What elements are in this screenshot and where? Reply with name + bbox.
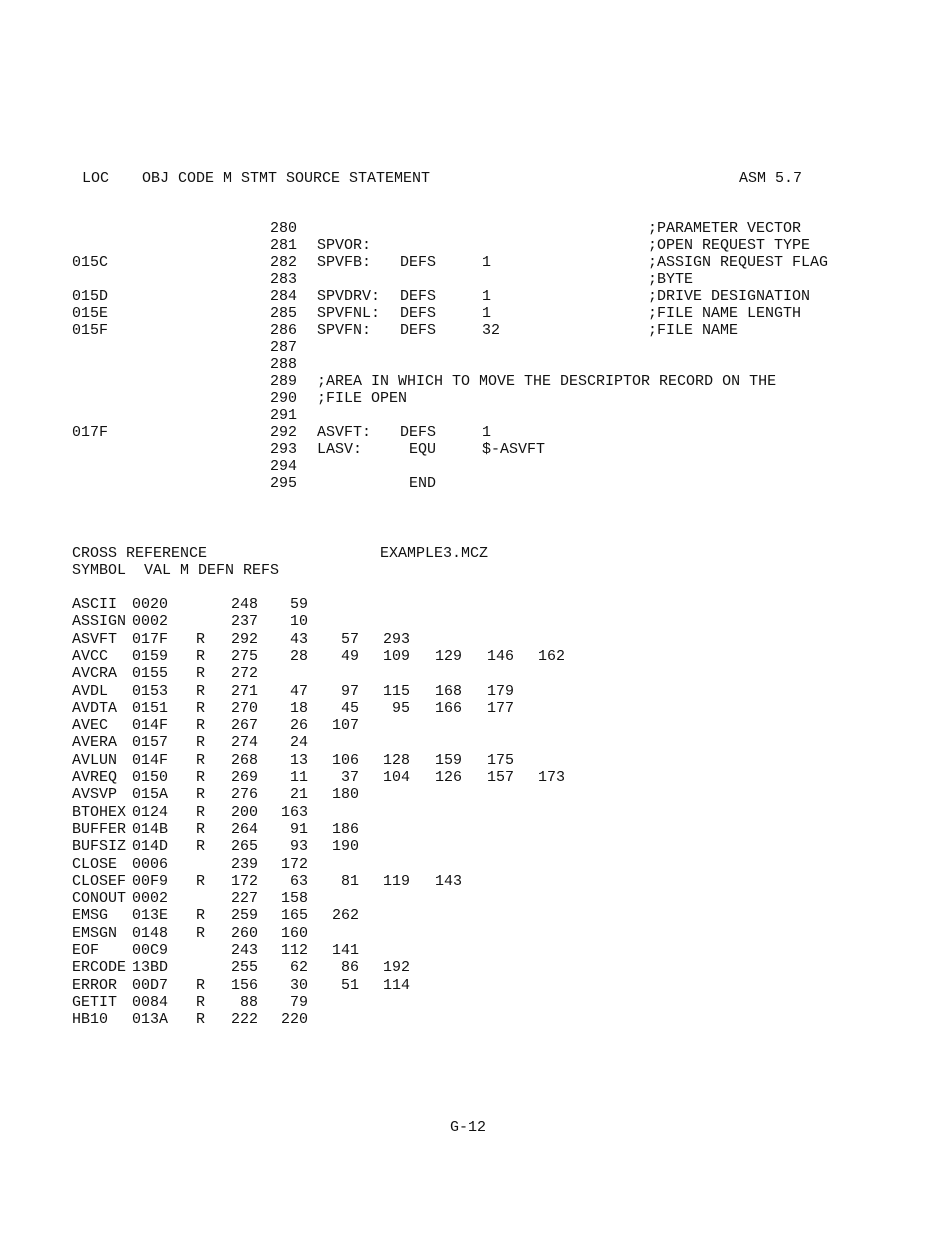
xref-reference: 173 <box>537 769 565 786</box>
xref-value: 0084 <box>132 993 169 1011</box>
xref-reference: 168 <box>434 682 462 700</box>
xref-reference: 159 <box>434 751 462 769</box>
listing-comment: ;FILE NAME LENGTH <box>648 305 802 322</box>
xref-mode: R <box>196 699 206 717</box>
listing-stmt-number: 290 <box>270 390 298 407</box>
xref-definition: 267 <box>230 717 258 735</box>
xref-reference: 45 <box>340 699 359 717</box>
xref-reference: 192 <box>382 959 410 977</box>
xref-value: 0157 <box>132 734 169 752</box>
xref-value: 0002 <box>132 890 169 908</box>
listing-loc: 017F <box>72 424 109 441</box>
xref-reference: 97 <box>340 682 359 700</box>
xref-symbol: ASVFT <box>72 630 118 648</box>
xref-reference: 262 <box>331 907 359 925</box>
xref-mode: R <box>196 630 206 648</box>
xref-reference: 128 <box>382 751 410 769</box>
listing-opcode: EQU <box>400 441 437 458</box>
xref-mode: R <box>196 924 206 942</box>
xref-definition: 269 <box>230 769 258 786</box>
xref-reference: 179 <box>486 682 514 700</box>
listing-opcode: DEFS <box>400 288 437 305</box>
xref-symbol: AVCC <box>72 647 109 665</box>
xref-value: 0159 <box>132 647 169 665</box>
xref-symbol: AVDL <box>72 682 109 700</box>
xref-definition: 270 <box>230 699 258 717</box>
xref-reference: 93 <box>289 838 308 856</box>
xref-symbol: AVERA <box>72 734 118 752</box>
xref-symbol: BUFSIZ <box>72 838 127 856</box>
page-number: G-12 <box>450 1119 487 1136</box>
xref-reference: 177 <box>486 699 514 717</box>
xref-reference: 30 <box>289 976 308 994</box>
xref-symbol: AVDTA <box>72 699 118 717</box>
xref-reference: 143 <box>434 872 462 890</box>
xref-definition: 222 <box>230 1011 258 1029</box>
xref-reference: 51 <box>340 976 359 994</box>
listing-stmt-number: 292 <box>270 424 298 441</box>
xref-reference: 126 <box>434 769 462 786</box>
listing-opcode: DEFS <box>400 254 437 271</box>
xref-symbol: CONOUT <box>72 890 127 908</box>
xref-reference: 24 <box>289 734 308 752</box>
xref-definition: 271 <box>230 682 258 700</box>
xref-symbol: EOF <box>72 942 100 959</box>
xref-value: 0155 <box>132 665 169 683</box>
xref-reference: 190 <box>331 838 359 856</box>
listing-stmt-number: 285 <box>270 305 298 322</box>
xref-symbol: HB10 <box>72 1011 109 1029</box>
xref-definition: 227 <box>230 890 258 908</box>
listing-operand: $-ASVFT <box>482 441 546 458</box>
xref-reference: 18 <box>289 699 308 717</box>
listing-stmt-number: 287 <box>270 339 298 356</box>
xref-reference: 21 <box>289 786 308 804</box>
xref-mode: R <box>196 803 206 821</box>
listing-comment: ;OPEN REQUEST TYPE <box>648 237 811 254</box>
xref-value: 014B <box>132 820 169 838</box>
xref-value: 0150 <box>132 769 169 786</box>
listing-stmt-number: 280 <box>270 220 298 237</box>
listing-label: ASVFT: <box>317 424 372 441</box>
xref-symbol: BUFFER <box>72 820 127 838</box>
xref-mode: R <box>196 872 206 890</box>
xref-value: 014D <box>132 838 169 856</box>
listing-stmt-number: 283 <box>270 271 298 288</box>
xref-definition: 88 <box>239 993 258 1011</box>
xref-reference: 162 <box>537 647 565 665</box>
xref-reference: 28 <box>289 647 308 665</box>
xref-reference: 112 <box>280 942 308 959</box>
listing-stmt-number: 288 <box>270 356 298 373</box>
listing-opcode: DEFS <box>400 305 437 322</box>
xref-mode: R <box>196 682 206 700</box>
xref-reference: 49 <box>340 647 359 665</box>
xref-reference: 47 <box>289 682 308 700</box>
xref-value: 0020 <box>132 596 169 613</box>
listing-label: ;FILE OPEN <box>317 390 408 407</box>
xref-value: 13BD <box>132 959 169 977</box>
listing-operand: 1 <box>482 288 492 305</box>
xref-definition: 268 <box>230 751 258 769</box>
xref-mode: R <box>196 734 206 752</box>
xref-mode: R <box>196 786 206 804</box>
xref-value: 0002 <box>132 613 169 631</box>
xref-reference: 157 <box>486 769 514 786</box>
xref-file-name: EXAMPLE3.MCZ <box>380 545 489 562</box>
xref-reference: 37 <box>340 769 359 786</box>
xref-mode: R <box>196 976 206 994</box>
listing-label: ;AREA IN WHICH TO MOVE THE DESCRIPTOR RECORD ON THE <box>317 373 777 390</box>
xref-value: 014F <box>132 717 169 735</box>
xref-definition: 255 <box>230 959 258 977</box>
xref-definition: 156 <box>230 976 258 994</box>
listing-label: SPVDRV: <box>317 288 381 305</box>
xref-reference: 63 <box>289 872 308 890</box>
xref-definition: 265 <box>230 838 258 856</box>
xref-mode: R <box>196 717 206 735</box>
xref-symbol: ASSIGN <box>72 613 127 631</box>
xref-value: 013E <box>132 907 169 925</box>
xref-reference: 166 <box>434 699 462 717</box>
xref-column-header: SYMBOL VAL M DEFN REFS <box>72 562 280 579</box>
assembler-version: ASM 5.7 <box>739 170 803 187</box>
column-header: OBJ CODE M STMT SOURCE STATEMENT <box>142 170 431 187</box>
xref-reference: 186 <box>331 820 359 838</box>
xref-reference: 114 <box>382 976 410 994</box>
xref-symbol: GETIT <box>72 993 118 1011</box>
listing-label: SPVFNL: <box>317 305 381 322</box>
xref-definition: 292 <box>230 630 258 648</box>
xref-definition: 274 <box>230 734 258 752</box>
listing-comment: ;FILE NAME <box>648 322 739 339</box>
listing-loc: 015D <box>72 288 109 305</box>
xref-reference: 163 <box>280 803 308 821</box>
listing-label: LASV: <box>317 441 363 458</box>
xref-reference: 79 <box>289 993 308 1011</box>
xref-symbol: CLOSE <box>72 855 118 873</box>
xref-reference: 141 <box>331 942 359 959</box>
xref-reference: 59 <box>289 596 308 613</box>
xref-value: 013A <box>132 1011 169 1029</box>
xref-symbol: AVSVP <box>72 786 118 804</box>
listing-operand: 32 <box>482 322 501 339</box>
xref-definition: 272 <box>230 665 258 683</box>
xref-value: 0006 <box>132 855 169 873</box>
xref-symbol: AVCRA <box>72 665 118 683</box>
xref-symbol: EMSG <box>72 907 109 925</box>
listing-stmt-number: 293 <box>270 441 298 458</box>
xref-reference: 43 <box>289 630 308 648</box>
xref-definition: 248 <box>230 596 258 613</box>
listing-label: SPVFB: <box>317 254 372 271</box>
xref-reference: 104 <box>382 769 410 786</box>
listing-loc: 015E <box>72 305 109 322</box>
xref-symbol: EMSGN <box>72 924 118 942</box>
xref-value: 014F <box>132 751 169 769</box>
xref-reference: 119 <box>382 872 410 890</box>
listing-comment: ;PARAMETER VECTOR <box>648 220 802 237</box>
listing-loc: 015F <box>72 322 109 339</box>
xref-mode: R <box>196 751 206 769</box>
xref-definition: 243 <box>230 942 258 959</box>
xref-symbol: ASCII <box>72 596 118 613</box>
xref-mode: R <box>196 820 206 838</box>
xref-definition: 264 <box>230 820 258 838</box>
xref-symbol: AVLUN <box>72 751 118 769</box>
xref-reference: 107 <box>331 717 359 735</box>
xref-definition: 275 <box>230 647 258 665</box>
xref-reference: 293 <box>382 630 410 648</box>
listing-operand: 1 <box>482 424 492 441</box>
xref-reference: 81 <box>340 872 359 890</box>
listing-label: SPVFN: <box>317 322 372 339</box>
xref-definition: 172 <box>230 872 258 890</box>
listing-label: SPVOR: <box>317 237 372 254</box>
xref-reference: 109 <box>382 647 410 665</box>
xref-mode: R <box>196 769 206 786</box>
xref-reference: 160 <box>280 924 308 942</box>
xref-value: 00D7 <box>132 976 169 994</box>
xref-value: 0148 <box>132 924 169 942</box>
listing-loc: 015C <box>72 254 109 271</box>
xref-value: 0124 <box>132 803 169 821</box>
listing-opcode: DEFS <box>400 322 437 339</box>
xref-symbol: BTOHEX <box>72 803 127 821</box>
listing-comment: ;DRIVE DESIGNATION <box>648 288 811 305</box>
xref-reference: 158 <box>280 890 308 908</box>
listing-comment: ;BYTE <box>648 271 694 288</box>
listing-stmt-number: 289 <box>270 373 298 390</box>
xref-reference: 91 <box>289 820 308 838</box>
listing-operand: 1 <box>482 305 492 322</box>
listing-opcode: DEFS <box>400 424 437 441</box>
listing-stmt-number: 286 <box>270 322 298 339</box>
xref-reference: 11 <box>289 769 308 786</box>
xref-reference: 10 <box>289 613 308 631</box>
listing-opcode: END <box>400 475 437 492</box>
listing-stmt-number: 284 <box>270 288 298 305</box>
xref-reference: 115 <box>382 682 410 700</box>
xref-mode: R <box>196 838 206 856</box>
xref-reference: 175 <box>486 751 514 769</box>
xref-symbol: CLOSEF <box>72 872 127 890</box>
listing-stmt-number: 294 <box>270 458 298 475</box>
xref-mode: R <box>196 647 206 665</box>
xref-definition: 239 <box>230 855 258 873</box>
xref-value: 00C9 <box>132 942 169 959</box>
xref-symbol: AVREQ <box>72 769 118 786</box>
xref-definition: 260 <box>230 924 258 942</box>
xref-definition: 237 <box>230 613 258 631</box>
xref-reference: 220 <box>280 1011 308 1029</box>
xref-reference: 13 <box>289 751 308 769</box>
xref-reference: 57 <box>340 630 359 648</box>
xref-reference: 26 <box>289 717 308 735</box>
xref-symbol: ERCODE <box>72 959 127 977</box>
loc-header: LOC <box>82 170 110 187</box>
xref-reference: 165 <box>280 907 308 925</box>
xref-reference: 129 <box>434 647 462 665</box>
xref-mode: R <box>196 665 206 683</box>
listing-stmt-number: 281 <box>270 237 298 254</box>
xref-value: 015A <box>132 786 169 804</box>
listing-stmt-number: 291 <box>270 407 298 424</box>
xref-mode: R <box>196 1011 206 1029</box>
xref-title: CROSS REFERENCE <box>72 545 208 562</box>
xref-symbol: AVEC <box>72 717 109 735</box>
listing-stmt-number: 295 <box>270 475 298 492</box>
xref-value: 0153 <box>132 682 169 700</box>
xref-value: 0151 <box>132 699 169 717</box>
xref-reference: 95 <box>391 699 410 717</box>
listing-comment: ;ASSIGN REQUEST FLAG <box>648 254 829 271</box>
listing-stmt-number: 282 <box>270 254 298 271</box>
xref-definition: 259 <box>230 907 258 925</box>
xref-mode: R <box>196 907 206 925</box>
xref-reference: 172 <box>280 855 308 873</box>
xref-reference: 106 <box>331 751 359 769</box>
xref-mode: R <box>196 993 206 1011</box>
xref-symbol: ERROR <box>72 976 118 994</box>
xref-definition: 200 <box>230 803 258 821</box>
xref-reference: 180 <box>331 786 359 804</box>
xref-reference: 146 <box>486 647 514 665</box>
xref-reference: 86 <box>340 959 359 977</box>
xref-value: 017F <box>132 630 169 648</box>
xref-reference: 62 <box>289 959 308 977</box>
listing-operand: 1 <box>482 254 492 271</box>
xref-definition: 276 <box>230 786 258 804</box>
xref-value: 00F9 <box>132 872 169 890</box>
